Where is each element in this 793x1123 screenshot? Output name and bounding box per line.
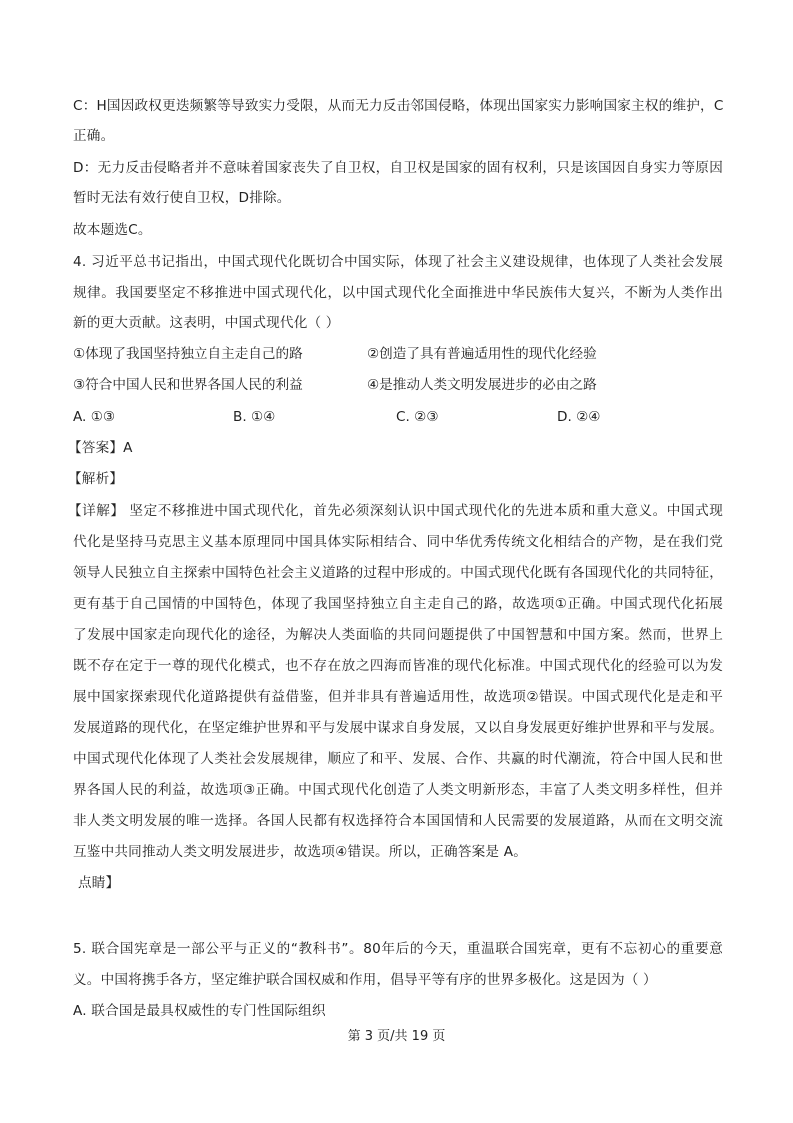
question-4-detail-line: 界各国人民的利益，故选项③正确。中国式现代化创造了人类文明新形态，丰富了人类文明多样性，但并 xyxy=(73,782,723,798)
question-5-stem-line1: 5. 联合国宪章是一部公平与正义的“教科书”。80年后的今天，重温联合国宪章，更有不忘初心的重要意 xyxy=(73,941,723,957)
question-4-option-b: B. ①④ xyxy=(233,409,276,425)
question-4-stem-line2: 规律。我国要坚定不移推进中国式现代化，以中国式现代化全面推进中华民族伟大复兴，不断为人类作出 xyxy=(73,285,723,301)
question-4-statement-3: ③符合中国人民和世界各国人民的利益 xyxy=(73,377,303,393)
question-4-detail-line: 既不存在定于一尊的现代化模式，也不存在放之四海而皆准的现代化标准。中国式现代化的经验可以为发 xyxy=(73,658,723,674)
question-4-comment-label: 点睛】 xyxy=(78,875,120,891)
analysis-option-c-line2: 正确。 xyxy=(73,128,115,144)
analysis-conclusion: 故本题选C。 xyxy=(73,222,152,238)
question-4-detail-line: 互鉴中共同推动人类文明发展进步，故选项④错误。所以，正确答案是 A。 xyxy=(73,844,528,860)
question-4-stem-line3: 新的更大贡献。这表明，中国式现代化（ ） xyxy=(73,315,340,331)
question-4-detail-line: 【详解】 坚定不移推进中国式现代化，首先必须深刻认识中国式现代化的先进本质和重大意义。中国式现 xyxy=(68,503,723,519)
question-4-stem-line1: 4. 习近平总书记指出，中国式现代化既切合中国实际，体现了社会主义建设规律，也体现了人类社会发展 xyxy=(73,254,723,270)
question-5-option-a: A. 联合国是最具权威性的专门性国际组织 xyxy=(73,1003,326,1019)
question-4-detail-line: 中国式现代化体现了人类社会发展规律，顺应了和平、发展、合作、共赢的时代潮流，符合中国人民和世 xyxy=(73,751,723,767)
question-4-detail-line: 非人类文明发展的唯一选择。各国人民都有权选择符合本国国情和人民需要的发展道路，从而在文明交流 xyxy=(73,813,723,829)
question-4-analysis-label: 【解析】 xyxy=(68,471,124,487)
question-5-stem-line2: 义。中国将携手各方，坚定维护联合国权威和作用，倡导平等有序的世界多极化。这是因为（ ） xyxy=(73,972,657,988)
question-4-detail-line: 了发展中国家走向现代化的途径，为解决人类面临的共同问题提供了中国智慧和中国方案。然而，世界上 xyxy=(73,627,723,643)
analysis-option-c-line1: C：H国因政权更迭频繁等导致实力受限，从而无力反击邻国侵略，体现出国家实力影响国家主权的维护，C xyxy=(73,98,724,114)
analysis-option-d-line2: 暂时无法有效行使自卫权，D排除。 xyxy=(73,190,291,206)
question-4-detail-line: 代化是坚持马克思主义基本原理同中国具体实际相结合、同中华优秀传统文化相结合的产物，是在我们党 xyxy=(73,534,723,550)
question-4-detail-line: 更有基于自己国情的中国特色，体现了我国坚持独立自主走自己的路，故选项①正确。中国式现代化拓展 xyxy=(73,596,723,612)
question-4-option-c: C. ②③ xyxy=(396,409,439,425)
question-4-detail-line: 展中国家探索现代化道路提供有益借鉴，但并非具有普遍适用性，故选项②错误。中国式现代化是走和平 xyxy=(73,689,723,705)
page-number-footer: 第 3 页/共 19 页 xyxy=(347,1029,446,1044)
question-4-detail-line: 领导人民独立自主探索中国特色社会主义道路的过程中形成的。中国式现代化既有各国现代化的共同特征， xyxy=(73,565,723,581)
question-4-option-d: D. ②④ xyxy=(557,409,601,425)
question-4-statement-1: ①体现了我国坚持独立自主走自己的路 xyxy=(73,346,303,362)
question-4-detail-line: 发展道路的现代化，在坚定维护世界和平与发展中谋求自身发展，又以自身发展更好维护世界和平与发展。 xyxy=(73,720,723,736)
question-4-option-a: A. ①③ xyxy=(73,409,116,425)
question-4-statement-2: ②创造了具有普遍适用性的现代化经验 xyxy=(367,346,597,362)
question-4-statement-4: ④是推动人类文明发展进步的必由之路 xyxy=(367,377,597,393)
analysis-option-d-line1: D：无力反击侵略者并不意味着国家丧失了自卫权，自卫权是国家的固有权利，只是该国因自身实力等原因 xyxy=(73,160,723,176)
question-4-answer: 【答案】A xyxy=(68,440,133,456)
